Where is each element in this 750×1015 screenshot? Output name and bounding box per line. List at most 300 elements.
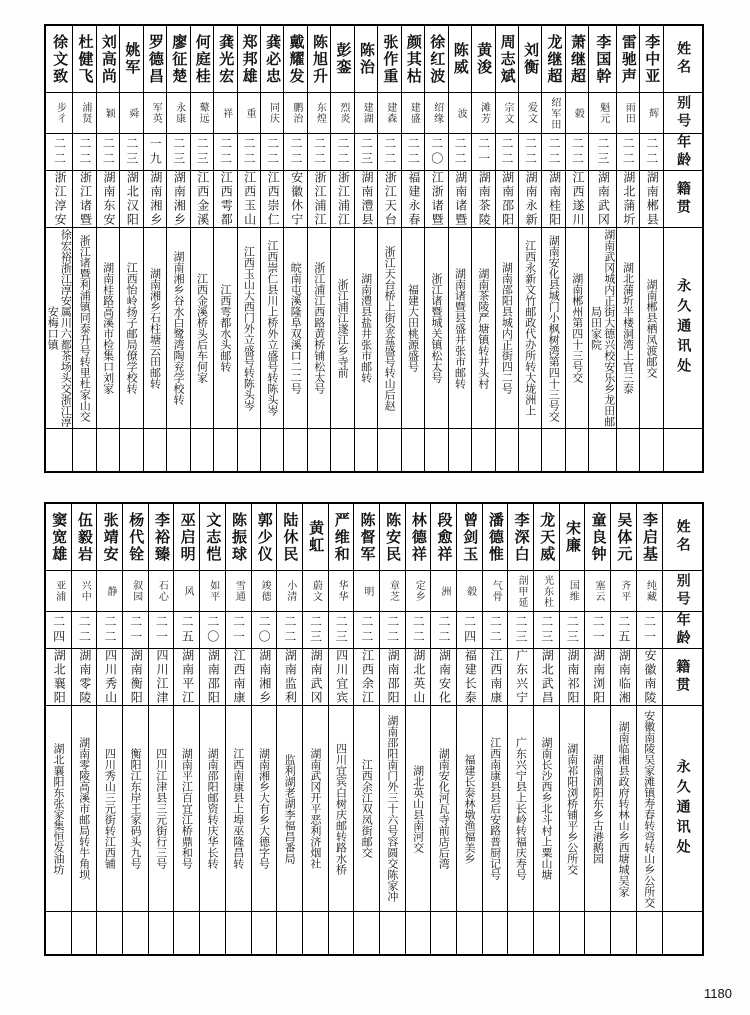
cell-age: 二二 (261, 134, 284, 171)
cell-age: 二四 (457, 612, 483, 649)
cell-age: 二二 (405, 612, 431, 649)
cell-alias: 鼙远 (190, 93, 213, 134)
cell-alias: 洲 (431, 571, 457, 612)
cell-name: 彭銮 (331, 25, 354, 93)
cell-name: 陈治 (354, 25, 377, 93)
cell-native: 湖南诸暨 (448, 171, 471, 228)
cell-alias: 雪通 (225, 571, 251, 612)
cell-address: 湖北英山县南河交 (405, 706, 431, 912)
cell-name: 徐红波 (425, 25, 448, 93)
cell-address: 湖南湘乡石柱塘云田邮转 (143, 228, 166, 429)
cell-age: 二二 (565, 134, 588, 171)
blank-cell (640, 429, 663, 473)
cell-age: 二二 (45, 134, 73, 171)
cell-native: 湖北蒲圻 (616, 171, 639, 228)
cell-address: 湖南郴县栖凤渡邮交 (640, 228, 663, 429)
cell-native: 江西金溪 (190, 171, 213, 228)
cell-age: 二二 (237, 134, 260, 171)
blank-cell (284, 429, 307, 473)
table-footer-row (45, 912, 703, 956)
register-table-block-1 (44, 24, 704, 473)
cell-native: 湖北英山 (405, 649, 431, 706)
cell-alias: 明 (354, 571, 380, 612)
blank-cell (401, 429, 424, 473)
cell-native: 湖南澧县 (354, 171, 377, 228)
cell-alias: 小清 (277, 571, 303, 612)
cell-native: 江西崇仁 (261, 171, 284, 228)
cell-native: 四川江津 (148, 649, 174, 706)
register-table-block-2 (44, 502, 704, 956)
cell-native: 湖北襄阳 (45, 649, 71, 706)
cell-address: 四川秀山三元街转江西铺 (97, 706, 123, 912)
cell-address: 湖南澧县盐井张市邮转 (354, 228, 377, 429)
header-address: 永久通讯处 (663, 228, 703, 429)
cell-native: 福建长泰 (457, 649, 483, 706)
blank-cell (143, 429, 166, 473)
cell-name: 黄虹 (302, 503, 328, 571)
cell-name: 李中亚 (640, 25, 663, 93)
cell-name: 段愈祥 (431, 503, 457, 571)
cell-alias: 宗文 (495, 93, 518, 134)
cell-native: 湖北武昌 (534, 649, 560, 706)
cell-name: 严维和 (328, 503, 354, 571)
cell-name: 黄浚 (472, 25, 495, 93)
cell-name: 罗德昌 (143, 25, 166, 93)
blank-cell (328, 912, 354, 956)
cell-name: 吴体元 (611, 503, 637, 571)
header-alias: 别号 (662, 571, 703, 612)
cell-address: 浙江诸暨城关镇松太号 (425, 228, 448, 429)
blank-cell (174, 912, 200, 956)
cell-age: 二二 (379, 612, 405, 649)
cell-age: 二二 (431, 612, 457, 649)
cell-address: 湖南零陵高溪市邮局转牛角坝 (71, 706, 97, 912)
cell-address: 浙江浦江西路黄桥铺松太号 (307, 228, 330, 429)
blank-cell (534, 912, 560, 956)
cell-alias: 光东杜 (534, 571, 560, 612)
blank-cell (167, 429, 190, 473)
cell-native: 湖南安化 (431, 649, 457, 706)
cell-alias: 建森 (378, 93, 401, 134)
blank-cell (214, 429, 237, 473)
cell-native: 安徽南陵 (636, 649, 662, 706)
cell-native: 湖南湘乡 (167, 171, 190, 228)
cell-address: 湖南湘乡谷水白鹭湾陶兖学校转 (167, 228, 190, 429)
cell-age: 二二 (542, 134, 565, 171)
cell-alias: 滩芳 (472, 93, 495, 134)
cell-native: 浙江浦江 (331, 171, 354, 228)
blank-cell (636, 912, 662, 956)
blank-cell (611, 912, 637, 956)
cell-name: 李启基 (636, 503, 662, 571)
cell-address: 湖南浏阳东乡古港鹅园 (585, 706, 611, 912)
cell-native: 四川宜宾 (328, 649, 354, 706)
cell-name: 姚军 (120, 25, 143, 93)
header-native: 籍贯 (662, 649, 703, 706)
blank-cell (354, 429, 377, 473)
cell-alias: 石心 (148, 571, 174, 612)
cell-native: 湖南衡阳 (123, 649, 149, 706)
cell-age: 二二 (307, 134, 330, 171)
cell-address: 江西金溪桥头后车何家 (190, 228, 213, 429)
cell-age: 二二 (482, 612, 508, 649)
cell-alias: 建湖 (354, 93, 377, 134)
cell-name: 童良钟 (585, 503, 611, 571)
cell-alias: 毂 (565, 93, 588, 134)
blank-cell (123, 912, 149, 956)
cell-alias: 建盛 (401, 93, 424, 134)
blank-cell (405, 912, 431, 956)
cell-alias: 永康 (167, 93, 190, 134)
cell-address: 湖南邵阳邮资转庆华长转 (200, 706, 226, 912)
cell-alias: 步彳 (45, 93, 73, 134)
cell-name: 巫启明 (174, 503, 200, 571)
cell-native: 湖南湘乡 (251, 649, 277, 706)
roster-table-bottom (44, 502, 704, 956)
cell-native: 江浙诸暨 (425, 171, 448, 228)
cell-alias: 剖甲延 (508, 571, 534, 612)
cell-native: 湖南平江 (174, 649, 200, 706)
blank-cell (148, 912, 174, 956)
cell-native: 湖南东安 (96, 171, 119, 228)
table-row (45, 649, 703, 706)
blank-cell (237, 429, 260, 473)
cell-address: 湖南诸暨县盛井张市邮转 (448, 228, 471, 429)
cell-age: 二二 (71, 612, 97, 649)
cell-alias: 静 (97, 571, 123, 612)
cell-age: 二二 (354, 612, 380, 649)
cell-age: 二二 (73, 134, 96, 171)
cell-age: 二二 (97, 612, 123, 649)
cell-address: 湖南长沙西乡北斗村上粟山塘 (534, 706, 560, 912)
cell-name: 曾剑玉 (457, 503, 483, 571)
cell-native: 江西南康 (482, 649, 508, 706)
cell-address: 江西崇仁县川上桥外立盛号转陈头岑 (261, 228, 284, 429)
cell-alias: 风 (174, 571, 200, 612)
blank-cell (120, 429, 143, 473)
page-number: 1180 (704, 986, 732, 1001)
cell-name: 杜健飞 (73, 25, 96, 93)
cell-age: 二三 (190, 134, 213, 171)
blank-cell (379, 912, 405, 956)
cell-name: 陈振球 (225, 503, 251, 571)
cell-alias: 颖 (96, 93, 119, 134)
cell-alias: 军英 (143, 93, 166, 134)
cell-address: 安徽南陵吴家滩镇寿春转弯转山乡公所交 (636, 706, 662, 912)
cell-address: 江西玉山大西门外立盛号转陈头岑 (237, 228, 260, 429)
cell-age: 二二 (214, 134, 237, 171)
cell-age: 二二 (495, 134, 518, 171)
cell-name: 张作重 (378, 25, 401, 93)
cell-age: 二三 (508, 612, 534, 649)
cell-name: 陈安民 (379, 503, 405, 571)
blank-cell (261, 429, 284, 473)
blank-cell (663, 429, 703, 473)
cell-alias: 华华 (328, 571, 354, 612)
cell-age: 二二 (378, 134, 401, 171)
cell-name: 陈旭升 (307, 25, 330, 93)
cell-name: 林德祥 (405, 503, 431, 571)
cell-native: 湖南邵阳 (379, 649, 405, 706)
cell-address: 湖南湘乡大有乡大德字号 (251, 706, 277, 912)
cell-name: 李深白 (508, 503, 534, 571)
blank-cell (457, 912, 483, 956)
header-age: 年龄 (662, 612, 703, 649)
blank-cell (559, 912, 585, 956)
cell-alias: 气骨 (482, 571, 508, 612)
blank-cell (302, 912, 328, 956)
cell-age: 二三 (589, 134, 616, 171)
cell-alias: 浦贤 (73, 93, 96, 134)
cell-address: 浙江诸暨利浦镇同泰升号转里杜家山交 (73, 228, 96, 429)
cell-name: 陆休民 (277, 503, 303, 571)
cell-age: 二三 (534, 612, 560, 649)
cell-address: 四川江津县三元街行三号 (148, 706, 174, 912)
cell-name: 李国幹 (589, 25, 616, 93)
blank-cell (45, 429, 73, 473)
cell-address: 江西南康县县后安路普厨记号 (482, 706, 508, 912)
blank-cell (97, 912, 123, 956)
cell-native: 浙江淳安 (45, 171, 73, 228)
header-address: 永久通讯处 (662, 706, 703, 912)
cell-age: 二五 (174, 612, 200, 649)
table-row (45, 571, 703, 612)
cell-alias: 定乡 (405, 571, 431, 612)
cell-address: 江西南康县上埠巫隆昌转 (225, 706, 251, 912)
cell-native: 江西南康 (225, 649, 251, 706)
cell-address: 皖南屯溪隆阜双溪口二二号 (284, 228, 307, 429)
blank-cell (589, 429, 616, 473)
blank-cell (585, 912, 611, 956)
cell-age: 二一 (148, 612, 174, 649)
cell-name: 戴耀发 (284, 25, 307, 93)
cell-name: 宋廉 (559, 503, 585, 571)
cell-name: 龙天威 (534, 503, 560, 571)
cell-alias: 波 (448, 93, 471, 134)
cell-alias: 魁元 (589, 93, 616, 134)
cell-alias: 爱文 (518, 93, 541, 134)
cell-native: 湖南桂阳 (542, 171, 565, 228)
cell-age: 二四 (45, 612, 71, 649)
cell-native: 四川秀山 (97, 649, 123, 706)
cell-native: 湖南郴县 (640, 171, 663, 228)
cell-address: 江西余江双凤街邮交 (354, 706, 380, 912)
cell-name: 张靖安 (97, 503, 123, 571)
blank-cell (73, 429, 96, 473)
blank-cell (190, 429, 213, 473)
blank-cell (71, 912, 97, 956)
cell-alias: 同庆 (261, 93, 284, 134)
table-row (45, 134, 703, 171)
cell-alias: 兴中 (71, 571, 97, 612)
cell-address: 湖南安化县城门小枫树湾第四十三号交 (542, 228, 565, 429)
cell-age: 二二 (448, 134, 471, 171)
cell-age: 一九 (143, 134, 166, 171)
header-age: 年龄 (663, 134, 703, 171)
cell-age: 二一 (636, 612, 662, 649)
cell-alias: 纯藏 (636, 571, 662, 612)
cell-name: 颜其枯 (401, 25, 424, 93)
cell-age: 二二 (96, 134, 119, 171)
blank-cell (378, 429, 401, 473)
cell-address: 湖南祁阳浏桥铺平乡公所交 (559, 706, 585, 912)
blank-cell (542, 429, 565, 473)
header-alias: 别号 (663, 93, 703, 134)
cell-native: 江西余江 (354, 649, 380, 706)
blank-cell (495, 429, 518, 473)
cell-age: 二五 (611, 612, 637, 649)
cell-age: 二二 (518, 134, 541, 171)
blank-cell (472, 429, 495, 473)
table-row (45, 93, 703, 134)
blank-cell (508, 912, 534, 956)
cell-name: 龚必忠 (261, 25, 284, 93)
cell-native: 福建永春 (401, 171, 424, 228)
cell-age: 二二 (401, 134, 424, 171)
cell-address: 湖南茶陵严塘镇转井头村 (472, 228, 495, 429)
cell-age: 二一 (472, 134, 495, 171)
cell-alias: 重 (237, 93, 260, 134)
cell-age: 二〇 (251, 612, 277, 649)
cell-name: 李裕臻 (148, 503, 174, 571)
cell-age: 二一 (585, 612, 611, 649)
cell-name: 何庭桂 (190, 25, 213, 93)
cell-address: 徐宏裕浙江淳安属川六都茶场头交浙江淳安梅口镇 (46, 229, 73, 427)
cell-native: 浙江天台 (378, 171, 401, 228)
cell-address: 湖南平江百宜江桥鼎和号 (174, 706, 200, 912)
cell-address: 监利湖老湖李福昌番局 (277, 706, 303, 912)
table-row (45, 612, 703, 649)
cell-address: 福建大田桃源盛号 (401, 228, 424, 429)
cell-alias: 祥 (214, 93, 237, 134)
blank-cell (307, 429, 330, 473)
cell-native: 湖南湘乡 (143, 171, 166, 228)
cell-age: 二二 (640, 134, 663, 171)
cell-address: 湖北襄阳东张家集恒发油坊 (45, 706, 71, 912)
cell-age: 二二 (284, 134, 307, 171)
cell-address: 浙江浦江遂江乡寺前 (331, 228, 354, 429)
blank-cell (225, 912, 251, 956)
cell-alias: 国维 (559, 571, 585, 612)
cell-alias: 如平 (200, 571, 226, 612)
cell-alias: 塞云 (585, 571, 611, 612)
cell-native: 江西雩都 (214, 171, 237, 228)
cell-alias: 竣德 (251, 571, 277, 612)
cell-age: 二三 (559, 612, 585, 649)
header-native: 籍贯 (663, 171, 703, 228)
table-row (45, 503, 703, 571)
cell-address: 湖北蒲圻半楼洞湾上官三泰 (616, 228, 639, 429)
blank-cell (331, 429, 354, 473)
cell-alias: 雨田 (616, 93, 639, 134)
cell-native: 浙江浦江 (307, 171, 330, 228)
cell-address: 广东兴宁县上长岭转福庆寿号 (508, 706, 534, 912)
cell-address: 湖南武冈城内正街大德兴校安乐乡龙田邮局田家院 (589, 229, 616, 427)
cell-native: 湖南临湘 (611, 649, 637, 706)
cell-age: 二三 (354, 134, 377, 171)
cell-alias: 舜 (120, 93, 143, 134)
cell-name: 陈威 (448, 25, 471, 93)
roster-table-top (44, 24, 704, 473)
cell-address: 衡阳江东岸王家码头九号 (123, 706, 149, 912)
table-row (45, 25, 703, 93)
cell-native: 湖南零陵 (71, 649, 97, 706)
cell-alias: 辉 (640, 93, 663, 134)
cell-name: 郑邦雄 (237, 25, 260, 93)
cell-address: 湖南武冈开平恶利济烟社 (302, 706, 328, 912)
cell-name: 陈督军 (354, 503, 380, 571)
cell-native: 湖南祁阳 (559, 649, 585, 706)
cell-address: 湖南安化河瓦寺前店后湾 (431, 706, 457, 912)
cell-alias: 亚浦 (45, 571, 71, 612)
blank-cell (662, 912, 703, 956)
cell-name: 窦宽雄 (45, 503, 71, 571)
blank-cell (277, 912, 303, 956)
cell-age: 二三 (328, 612, 354, 649)
cell-native: 江西遂川 (565, 171, 588, 228)
cell-address: 江西雩都水头邮转 (214, 228, 237, 429)
cell-native: 湖南永新 (518, 171, 541, 228)
cell-alias: 鹏治 (284, 93, 307, 134)
header-name: 姓名 (662, 503, 703, 571)
blank-cell (431, 912, 457, 956)
cell-age: 二〇 (200, 612, 226, 649)
cell-alias: 毂 (457, 571, 483, 612)
cell-age: 二三 (120, 134, 143, 171)
cell-native: 湖南邵阳 (200, 649, 226, 706)
cell-address: 湖南临湘县政府转林山乡西塘城吴家 (611, 706, 637, 912)
cell-name: 伍毅岩 (71, 503, 97, 571)
cell-address: 江西永新文竹邮政代办所转大垅洲上 (518, 228, 541, 429)
cell-address: 江西怡岭扬子邮局僚学校转 (120, 228, 143, 429)
cell-age: 二三 (167, 134, 190, 171)
cell-alias: 叙园 (123, 571, 149, 612)
blank-cell (354, 912, 380, 956)
table-row (45, 228, 703, 429)
cell-name: 龚光宏 (214, 25, 237, 93)
cell-name: 郭少仪 (251, 503, 277, 571)
header-name: 姓名 (663, 25, 703, 93)
blank-cell (482, 912, 508, 956)
table-footer-row (45, 429, 703, 473)
cell-address: 湖南桂路高溪市检集口刘家 (96, 228, 119, 429)
cell-name: 周志斌 (495, 25, 518, 93)
cell-alias: 章芝 (379, 571, 405, 612)
cell-name: 杨代铨 (123, 503, 149, 571)
cell-address: 湖南郴州第四十三号交 (565, 228, 588, 429)
blank-cell (565, 429, 588, 473)
cell-native: 湖南武冈 (302, 649, 328, 706)
cell-native: 江西玉山 (237, 171, 260, 228)
cell-address: 湖南邵阳南门外三十六号容圆交陈家冲 (379, 706, 405, 912)
cell-name: 文志恺 (200, 503, 226, 571)
cell-name: 潘德惟 (482, 503, 508, 571)
cell-alias: 蔚文 (302, 571, 328, 612)
blank-cell (200, 912, 226, 956)
cell-age: 二二 (277, 612, 303, 649)
blank-cell (45, 912, 71, 956)
cell-name: 龙继超 (542, 25, 565, 93)
cell-native: 湖南邵阳 (495, 171, 518, 228)
cell-name: 徐文致 (45, 25, 73, 93)
cell-address: 福建长泰林墩渔福美乡 (457, 706, 483, 912)
cell-native: 湖北汉阳 (120, 171, 143, 228)
cell-native: 浙江诸暨 (73, 171, 96, 228)
cell-native: 广东兴宁 (508, 649, 534, 706)
cell-alias: 烈炎 (331, 93, 354, 134)
cell-alias: 东煌 (307, 93, 330, 134)
cell-native: 湖南浏阳 (585, 649, 611, 706)
